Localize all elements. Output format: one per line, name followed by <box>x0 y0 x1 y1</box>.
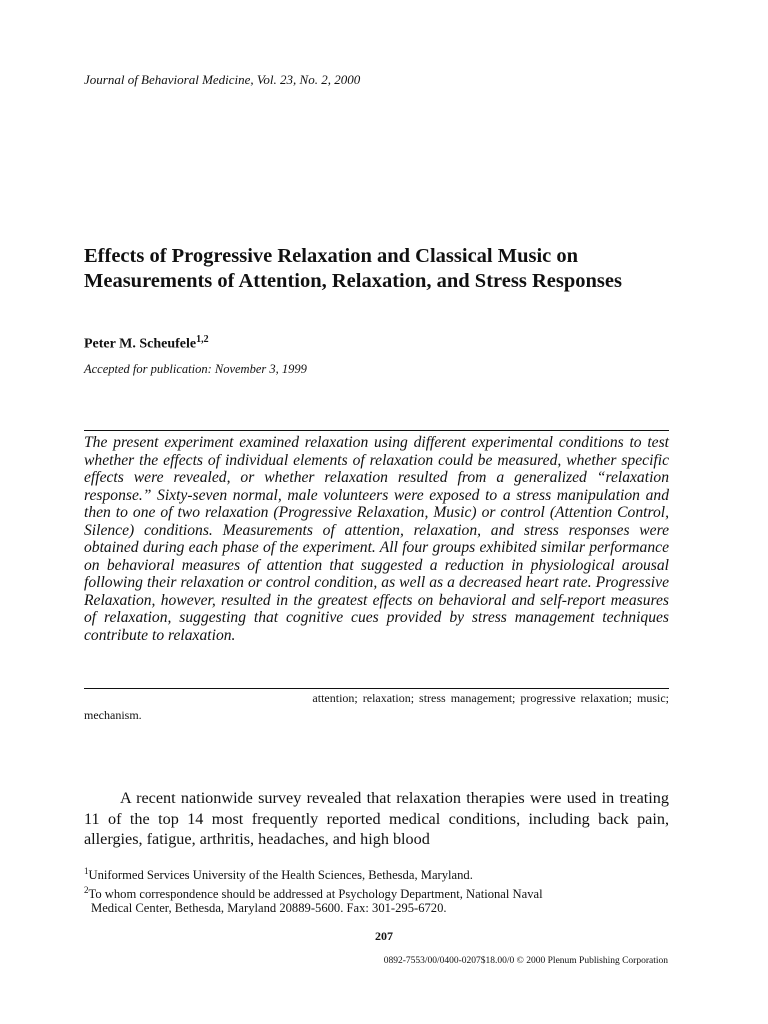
footnotes <box>84 864 669 916</box>
page-number: 207 <box>375 929 393 943</box>
abstract-text: The present experiment examined relaxation using different experimental conditions to test whether the effects of individual elements of relaxation could be measured, whether specific effects were revealed, or whether relaxation resulted from a generalized “relaxation response.” Sixty-seven normal, male volunteers were exposed to a stress manipulation and then to one of two relaxation (Progressive Relaxation, Music) or control (Attention Control, Silence) conditions. Measurements of attention, relaxation, and stress responses were obtained during each phase of the experiment. All four groups exhibited similar performance on behavioral measures of attention that suggested a reduction in physiological arousal following their relaxation or control condition, as well as a decreased heart rate. Progressive Relaxation, however, resulted in the greatest effects on behavioral and self-report measures of relaxation, suggesting that cognitive cues provided by stress management techniques contribute to relaxation. <box>84 434 669 644</box>
author-affiliation-marks: 1,2 <box>196 334 209 345</box>
abstract-bottom-rule <box>84 688 669 689</box>
footnote-mark: 2 <box>84 884 89 895</box>
article-title: Effects of Progressive Relaxation and Classical Music on Measurements of Attention, Relaxation, and Stress Responses <box>84 245 622 292</box>
footnote-1 <box>84 864 669 883</box>
author-name: Peter M. Scheufele <box>84 336 197 352</box>
copyright-line: 0892-7553/00/0400-0207$18.00/0 © 2000 Plenum Publishing Corporation <box>383 956 668 966</box>
abstract-top-rule <box>84 430 669 431</box>
body-paragraph: A recent nationwide survey revealed that relaxation therapies were used in treating 11 of the top 14 most frequently reported medical conditions, including back pain, allergies, fatigue, arthritis, headaches, and high blood <box>84 789 669 848</box>
footnote-text: Uniformed Services University of the Health Sciences, Bethesda, Maryland. <box>88 868 473 883</box>
footnote-mark: 1 <box>84 866 89 876</box>
footnote-2 <box>84 883 669 902</box>
journal-citation: Journal of Behavioral Medicine, Vol. 23, No. 2, 2000 <box>84 72 361 87</box>
keywords-line-1: attention; relaxation; stress management; progressive relaxation; music; <box>312 691 669 705</box>
keywords-line-2: mechanism. <box>84 708 142 722</box>
footnote-text: To whom correspondence should be addressed at Psychology Department, National Naval <box>88 886 543 901</box>
footnote-2-continued: Medical Center, Bethesda, Maryland 20889-5600. Fax: 301-295-6720. <box>91 901 447 916</box>
accepted-date: Accepted for publication: November 3, 1999 <box>84 362 307 376</box>
author-line <box>84 334 209 353</box>
